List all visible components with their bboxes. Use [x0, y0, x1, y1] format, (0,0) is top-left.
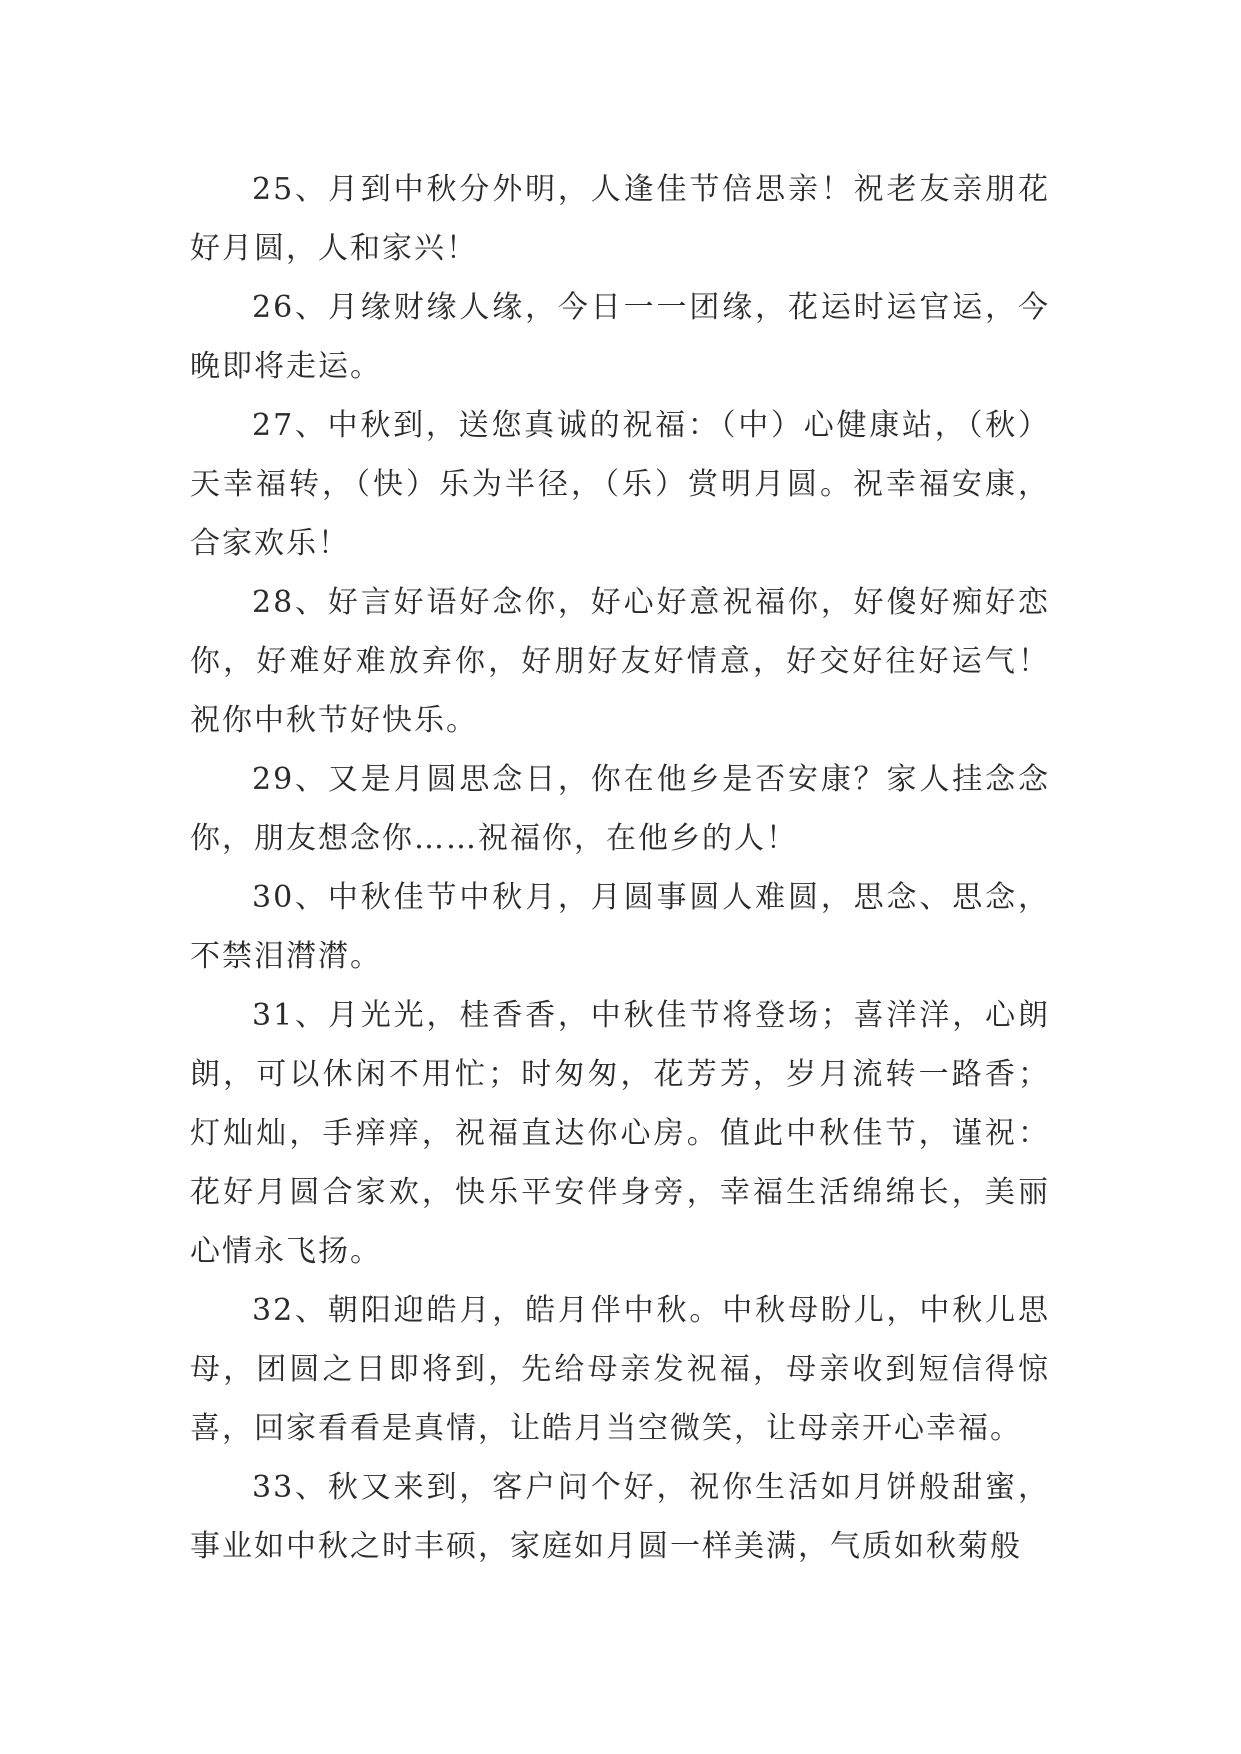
paragraph-25: 25、月到中秋分外明，人逢佳节倍思亲！祝老友亲朋花好月圆，人和家兴！ — [190, 172, 1050, 266]
paragraph-32: 32、朝阳迎皓月，皓月伴中秋。中秋母盼儿，中秋儿思母，团圆之日即将到，先给母亲发祝福，母亲收到短信得惊喜，回家看看是真情，让皓月当空微笑，让母亲开心幸福。 — [190, 1293, 1050, 1446]
paragraph-28: 28、好言好语好念你，好心好意祝福你，好傻好痴好恋你，好难好难放弃你，好朋好友好情意，好交好往好运气！祝你中秋节好快乐。 — [190, 585, 1050, 738]
paragraph-26: 26、月缘财缘人缘，今日一一团缘，花运时运官运，今晚即将走运。 — [190, 290, 1050, 384]
document-body — [190, 160, 1050, 1576]
paragraph-31: 31、月光光，桂香香，中秋佳节将登场；喜洋洋，心朗朗，可以休闲不用忙；时匆匆，花芳芳，岁月流转一路香；灯灿灿，手痒痒，祝福直达你心房。值此中秋佳节，谨祝：花好月圆合家欢，快乐平安伴身旁，幸福生活绵绵长，美丽心情永飞扬。 — [190, 998, 1050, 1269]
paragraph-33: 33、秋又来到，客户问个好，祝你生活如月饼般甜蜜，事业如中秋之时丰硕，家庭如月圆一样美满，气质如秋菊般 — [190, 1470, 1050, 1564]
paragraph-29: 29、又是月圆思念日，你在他乡是否安康？家人挂念念你，朋友想念你……祝福你，在他乡的人！ — [190, 762, 1050, 856]
paragraph-30: 30、中秋佳节中秋月，月圆事圆人难圆，思念、思念，不禁泪潸潸。 — [190, 880, 1050, 974]
paragraph-27: 27、中秋到，送您真诚的祝福：（中）心健康站，（秋）天幸福转，（快）乐为半径，（乐）赏明月圆。祝幸福安康，合家欢乐！ — [190, 408, 1050, 561]
